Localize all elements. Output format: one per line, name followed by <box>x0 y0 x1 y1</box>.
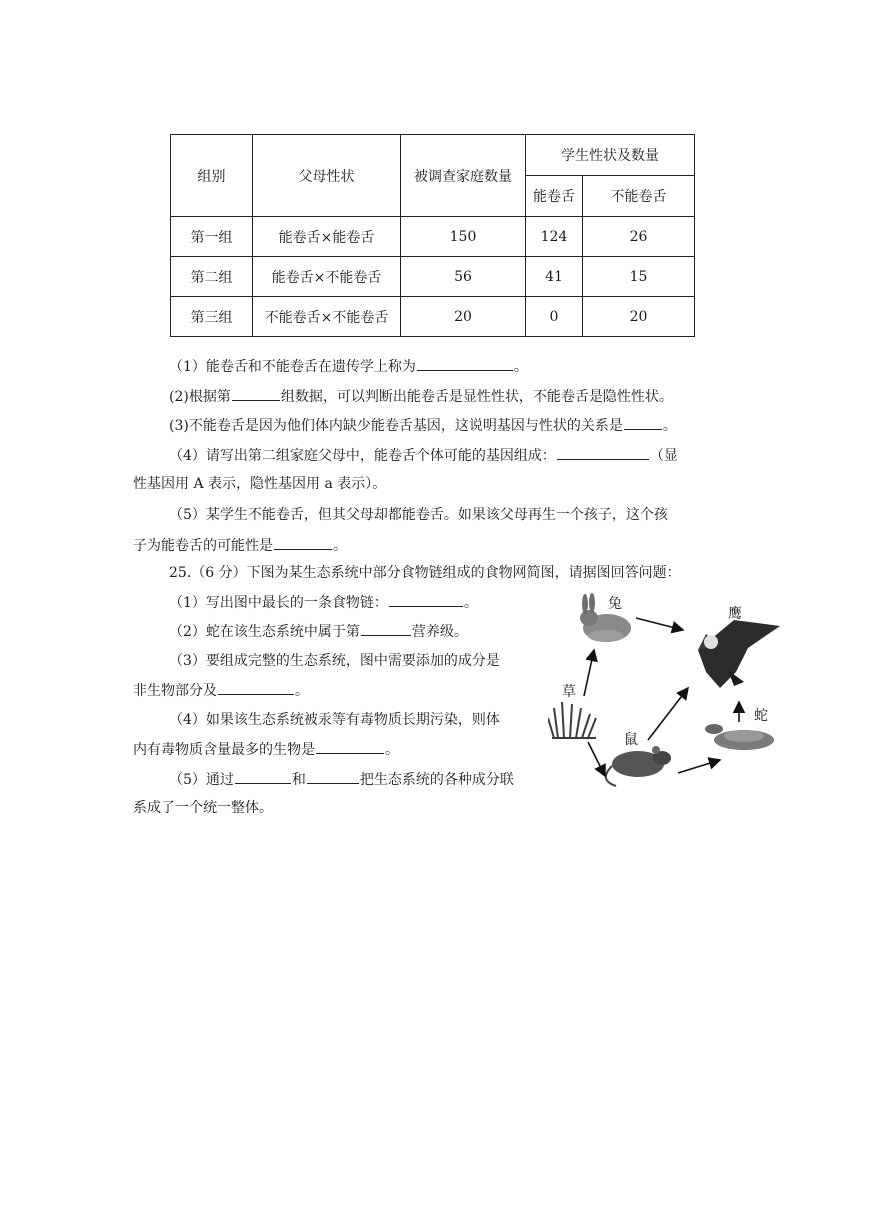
arrow-rabbit-to-eagle <box>636 618 683 630</box>
answer-blank[interactable] <box>274 535 332 550</box>
q25-item-1: （1）写出图中最长的一条食物链： 。 <box>133 592 723 613</box>
answer-blank[interactable] <box>316 739 384 754</box>
cell-parents: 不能卷舌×不能卷舌 <box>253 297 401 337</box>
snake-illustration <box>705 724 774 750</box>
grass-illustration <box>548 702 596 738</box>
table-row <box>171 217 695 257</box>
answer-blank[interactable] <box>361 621 411 636</box>
q24-item-4-cont: 性基因用 A 表示，隐性基因用 a 表示）。 <box>133 476 387 492</box>
arrow-mouse-to-eagle <box>648 688 688 740</box>
cell-cannot: 15 <box>583 257 695 297</box>
answer-blank[interactable] <box>307 769 359 784</box>
q24-item-2: (2)根据第 组数据，可以判断出能卷舌是显性性状，不能卷舌是隐性性状。 <box>133 386 723 407</box>
grass-label: 草 <box>562 684 576 700</box>
cell-cannot: 26 <box>583 217 695 257</box>
rabbit-label: 兔 <box>608 596 622 612</box>
q24-item-3: (3)不能卷舌是因为他们体内缺少能卷舌基因，这说明基因与性状的关系是 。 <box>133 415 723 436</box>
q25-item-4-cont: 内有毒物质含量最多的生物是 。 <box>133 739 723 760</box>
answer-blank[interactable] <box>557 445 649 460</box>
cell-can: 0 <box>526 297 583 337</box>
table-row <box>171 257 695 297</box>
cell-parents: 能卷舌×能卷舌 <box>253 217 401 257</box>
q25-item-5-cont: 系成了一个统一整体。 <box>133 800 273 816</box>
cell-families: 150 <box>401 217 526 257</box>
answer-blank[interactable] <box>235 769 291 784</box>
q25-item-3: （3）要组成完整的生态系统，图中需要添加的成分是 <box>169 653 500 669</box>
q25-title: 25.（6 分）下图为某生态系统中部分食物链组成的食物网简图，请据图回答问题： <box>169 565 681 581</box>
header-cannot-roll: 不能卷舌 <box>583 176 695 217</box>
cell-parents: 能卷舌×不能卷舌 <box>253 257 401 297</box>
eagle-illustration <box>698 620 780 688</box>
q24-item-1: （1）能卷舌和不能卷舌在遗传学上称为 。 <box>133 356 723 377</box>
q25-item-2: （2）蛇在该生态系统中属于第 营养级。 <box>133 621 723 642</box>
cell-can: 124 <box>526 217 583 257</box>
answer-blank[interactable] <box>389 592 463 607</box>
answer-blank[interactable] <box>232 386 280 401</box>
q25-item-4: （4）如果该生态系统被汞等有毒物质长期污染，则体 <box>169 712 500 728</box>
header-can-roll: 能卷舌 <box>526 176 583 217</box>
table-row <box>171 297 695 337</box>
header-families: 被调查家庭数量 <box>401 135 526 217</box>
cell-group: 第一组 <box>171 217 253 257</box>
header-students: 学生性状及数量 <box>526 135 695 176</box>
q25-item-3-cont: 非生物部分及 。 <box>133 680 723 701</box>
header-parents: 父母性状 <box>253 135 401 217</box>
header-group: 组别 <box>171 135 253 217</box>
q24-item-4: （4）请写出第二组家庭父母中，能卷舌个体可能的基因组成： （显 <box>133 445 723 466</box>
tongue-rolling-table <box>170 134 695 337</box>
food-web-diagram <box>548 590 788 796</box>
answer-blank[interactable] <box>624 415 662 430</box>
cell-cannot: 20 <box>583 297 695 337</box>
cell-families: 56 <box>401 257 526 297</box>
cell-families: 20 <box>401 297 526 337</box>
answer-blank[interactable] <box>417 356 513 371</box>
snake-label: 蛇 <box>754 708 768 724</box>
arrow-mouse-to-snake <box>678 760 720 773</box>
mouse-illustration <box>606 746 671 786</box>
arrow-grass-to-mouse <box>588 742 605 776</box>
answer-blank[interactable] <box>218 680 294 695</box>
arrow-grass-to-rabbit <box>584 650 594 696</box>
q25-item-5: （5）通过 和 把生态系统的各种成分联 <box>133 769 723 790</box>
q24-item-5: （5）某学生不能卷舌，但其父母却都能卷舌。如果该父母再生一个孩子，这个孩 <box>169 507 668 523</box>
cell-group: 第二组 <box>171 257 253 297</box>
rabbit-illustration <box>580 593 631 642</box>
q24-item-5-cont: 子为能卷舌的可能性是 。 <box>133 535 723 556</box>
eagle-label: 鹰 <box>728 606 742 622</box>
cell-group: 第三组 <box>171 297 253 337</box>
mouse-label: 鼠 <box>624 732 638 748</box>
cell-can: 41 <box>526 257 583 297</box>
